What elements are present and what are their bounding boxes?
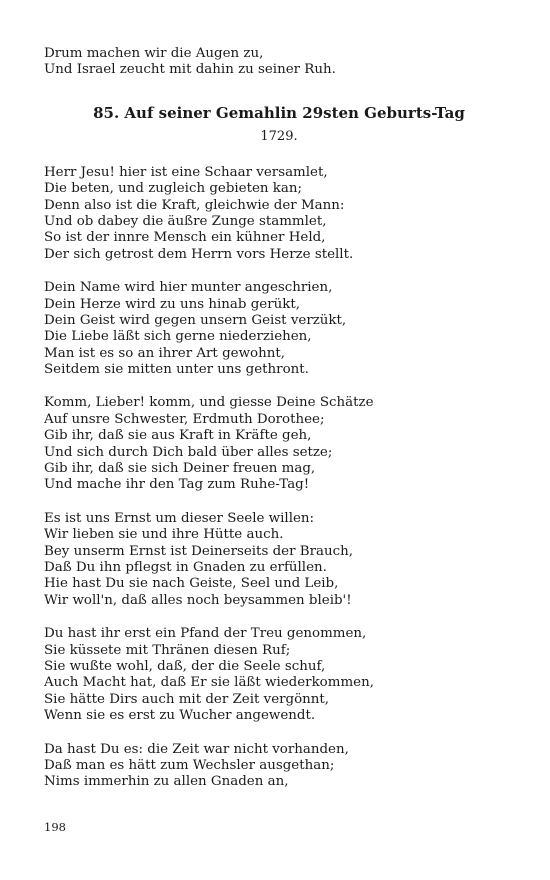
verse-line: Sie küssete mit Thränen diesen Ruf; xyxy=(44,642,291,658)
verse-line: Wir lieben sie und ihre Hütte auch. xyxy=(44,527,284,543)
verse-line: Dein Herze wird zu uns hinab gerükt, xyxy=(44,296,300,312)
verse-line: Nims immerhin zu allen Gnaden an, xyxy=(44,774,289,790)
verse-line: Hie hast Du sie nach Geiste, Seel und Leib, xyxy=(44,576,339,592)
page-number: 198 xyxy=(44,820,66,834)
verse-line: Seitdem sie mitten unter uns gethront. xyxy=(44,362,309,378)
verse-line: Der sich getrost dem Herrn vors Herze stellt. xyxy=(44,246,354,262)
verse-line: Sie wußte wohl, daß, der die Seele schuf, xyxy=(44,658,326,674)
poem-year: 1729. xyxy=(260,128,298,144)
verse-line: Man ist es so an ihrer Art gewohnt, xyxy=(44,345,285,361)
verse-line: Gib ihr, daß sie sich Deiner freuen mag, xyxy=(44,461,316,477)
verse-line: Und Israel zeucht mit dahin zu seiner Ruh. xyxy=(44,62,336,78)
verse-line: So ist der innre Mensch ein kühner Held, xyxy=(44,230,326,246)
verse-line: Da hast Du es: die Zeit war nicht vorhanden, xyxy=(44,741,349,757)
stanza-5 xyxy=(44,626,514,724)
verse-line: Dein Name wird hier munter angeschrien, xyxy=(44,280,333,296)
verse-line: Daß man es hätt zum Wechsler ausgethan; xyxy=(44,757,335,773)
verse-line: Auf unsre Schwester, Erdmuth Dorothee; xyxy=(44,411,325,427)
verse-line: Und sich durch Dich bald über alles setze; xyxy=(44,444,333,460)
verse-line: Wir woll'n, daß alles noch beysammen bleib'! xyxy=(44,592,352,608)
verse-line: Drum machen wir die Augen zu, xyxy=(44,46,264,61)
verse-line: Die beten, und zugleich gebieten kan; xyxy=(44,181,303,197)
stanza-2 xyxy=(44,280,514,378)
verse-line: Du hast ihr erst ein Pfand der Treu genommen, xyxy=(44,626,367,642)
stanza-6 xyxy=(44,742,514,791)
verse-line: Auch Macht hat, daß Er sie läßt wiederkommen, xyxy=(44,675,374,691)
verse-line: Die Liebe läßt sich gerne niederziehen, xyxy=(44,329,312,345)
verse-line: Komm, Lieber! komm, und giesse Deine Schätze xyxy=(44,395,374,411)
verse-line: Denn also ist die Kraft, gleichwie der Mann: xyxy=(44,197,345,213)
verse-line: Bey unserm Ernst ist Deinerseits der Brauch, xyxy=(44,543,353,559)
intro-stanza xyxy=(44,46,514,79)
stanza-1 xyxy=(44,165,514,263)
verse-line: Es ist uns Ernst um dieser Seele willen: xyxy=(44,510,315,526)
verse-line: Und mache ihr den Tag zum Ruhe-Tag! xyxy=(44,477,310,493)
poem-title: 85. Auf seiner Gemahlin 29sten Geburts-Tag xyxy=(93,103,465,122)
stanza-4 xyxy=(44,511,514,609)
page-content xyxy=(44,46,514,791)
verse-line: Sie hätte Dirs auch mit der Zeit vergönnt, xyxy=(44,691,330,707)
verse-line: Herr Jesu! hier ist eine Schaar versamlet, xyxy=(44,164,328,180)
verse-line: Und ob dabey die äußre Zunge stammlet, xyxy=(44,213,327,229)
verse-line: Daß Du ihn pflegst in Gnaden zu erfüllen. xyxy=(44,559,327,575)
stanza-3 xyxy=(44,395,514,493)
verse-line: Gib ihr, daß sie aus Kraft in Kräfte geh, xyxy=(44,428,312,444)
verse-line: Wenn sie es erst zu Wucher angewendt. xyxy=(44,708,316,724)
verse-line: Dein Geist wird gegen unsern Geist verzükt, xyxy=(44,312,347,328)
